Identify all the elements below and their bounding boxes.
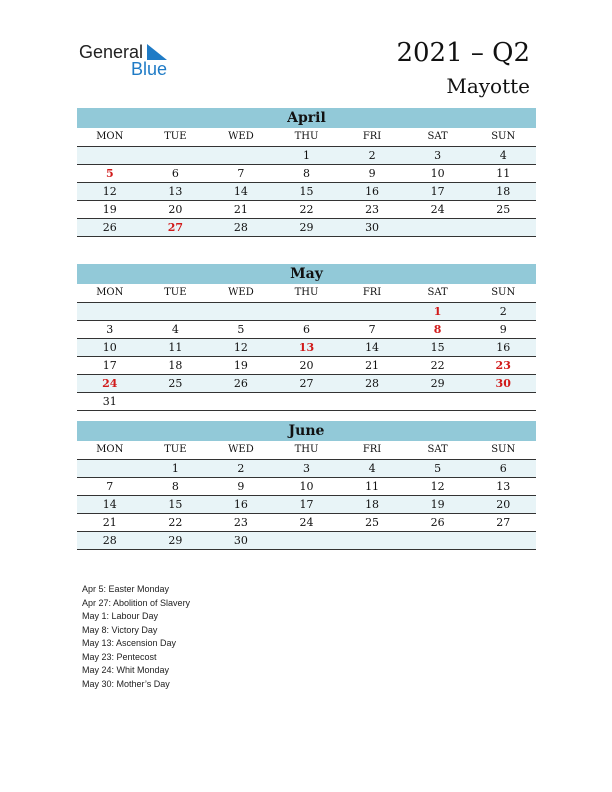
day-cell: 25 [365, 516, 380, 529]
day-cell: 17 [299, 498, 314, 511]
weekday-header-row [77, 441, 536, 460]
day-cell: 5 [105, 167, 114, 180]
day-cell: 23 [233, 516, 248, 529]
day-cell: 15 [430, 341, 445, 354]
week-row [77, 321, 536, 339]
week-row [77, 393, 536, 411]
day-cell: 7 [237, 167, 245, 180]
day-cell: 1 [171, 462, 179, 475]
day-cell: 26 [430, 516, 445, 529]
weekday-label: SUN [491, 444, 516, 455]
day-cell: 4 [499, 149, 507, 162]
day-cell: 1 [433, 305, 442, 318]
day-cell: 16 [233, 498, 248, 511]
day-cell: 24 [102, 377, 118, 390]
day-cell: 2 [237, 462, 245, 475]
day-cell: 10 [102, 341, 117, 354]
day-cell: 9 [237, 480, 245, 493]
weekday-label: THU [294, 131, 319, 142]
day-cell: 19 [430, 498, 445, 511]
logo-general-text: General [79, 42, 144, 62]
day-cell: 1 [302, 149, 310, 162]
week-row [77, 375, 536, 393]
day-cell: 27 [167, 221, 183, 234]
day-cell: 31 [102, 395, 117, 408]
day-cell: 18 [496, 185, 511, 198]
holiday-note: Apr 5: Easter Monday [82, 584, 170, 594]
day-cell: 4 [368, 462, 376, 475]
day-cell: 21 [365, 359, 380, 372]
day-cell [143, 147, 209, 164]
day-cell: 11 [365, 480, 380, 493]
day-cell: 25 [168, 377, 183, 390]
day-cell: 10 [430, 167, 445, 180]
day-cell: 13 [496, 480, 511, 493]
weekday-label: SUN [491, 287, 516, 298]
day-cell: 2 [499, 305, 507, 318]
day-cell: 11 [168, 341, 183, 354]
day-cell: 22 [299, 203, 314, 216]
day-cell: 7 [368, 323, 376, 336]
month-april [77, 108, 536, 237]
day-cell: 18 [168, 359, 183, 372]
day-cell: 29 [430, 377, 445, 390]
month-header: April [77, 108, 536, 128]
week-row [77, 147, 536, 165]
day-cell: 6 [302, 323, 310, 336]
day-cell: 5 [237, 323, 245, 336]
week-row [77, 339, 536, 357]
day-cell: 25 [496, 203, 511, 216]
day-cell: 2 [368, 149, 376, 162]
week-row [77, 165, 536, 183]
month-june [77, 421, 536, 550]
day-cell: 8 [171, 480, 179, 493]
day-cell: 3 [302, 462, 310, 475]
day-cell: 14 [102, 498, 117, 511]
day-cell [470, 393, 536, 410]
day-cell: 17 [430, 185, 445, 198]
day-cell: 8 [302, 167, 310, 180]
holiday-notes [82, 583, 190, 691]
day-cell [405, 532, 471, 549]
day-cell: 28 [102, 534, 117, 547]
month-header: May [77, 264, 536, 284]
day-cell [470, 532, 536, 549]
weekday-header-row [77, 128, 536, 147]
day-cell: 15 [168, 498, 183, 511]
day-cell: 12 [102, 185, 117, 198]
day-cell [274, 393, 340, 410]
holiday-note: May 30: Mother’s Day [82, 678, 170, 689]
day-cell: 12 [233, 341, 248, 354]
day-cell: 21 [102, 516, 117, 529]
day-cell: 14 [365, 341, 380, 354]
week-row [77, 478, 536, 496]
day-cell: 21 [233, 203, 248, 216]
day-cell: 12 [430, 480, 445, 493]
day-cell [208, 393, 274, 410]
month-may [77, 264, 536, 411]
weekday-label: WED [228, 131, 254, 142]
day-cell [405, 393, 471, 410]
day-cell [339, 532, 405, 549]
day-cell [339, 303, 405, 320]
day-cell: 14 [233, 185, 248, 198]
holiday-note: Apr 27: Abolition of Slavery [82, 597, 191, 608]
day-cell: 3 [106, 323, 114, 336]
week-row [77, 357, 536, 375]
weekday-label: FRI [362, 444, 382, 455]
day-cell [77, 147, 143, 164]
weekday-label: FRI [362, 287, 382, 298]
week-row [77, 303, 536, 321]
logo-blue-text: Blue [131, 59, 168, 79]
day-cell: 30 [233, 534, 248, 547]
day-cell: 22 [168, 516, 183, 529]
day-cell: 10 [299, 480, 314, 493]
day-cell: 22 [430, 359, 445, 372]
weekday-label: TUE [164, 287, 187, 298]
day-cell: 16 [496, 341, 511, 354]
month-header: June [77, 421, 536, 441]
week-row [77, 201, 536, 219]
day-cell: 24 [299, 516, 314, 529]
day-cell [143, 303, 209, 320]
holiday-note: May 8: Victory Day [82, 624, 158, 635]
weekday-label: WED [228, 444, 254, 455]
week-row [77, 514, 536, 532]
day-cell: 20 [496, 498, 511, 511]
day-cell: 17 [102, 359, 117, 372]
page-title: 2021 – Q2 [396, 38, 530, 68]
day-cell: 16 [365, 185, 380, 198]
weekday-label: WED [228, 287, 254, 298]
logo-triangle-icon [147, 44, 167, 60]
weekday-label: SUN [491, 131, 516, 142]
day-cell: 29 [299, 221, 314, 234]
week-row [77, 219, 536, 237]
weekday-label: THU [294, 287, 319, 298]
week-row [77, 183, 536, 201]
weekday-label: TUE [164, 444, 187, 455]
day-cell [470, 219, 536, 236]
weekday-label: THU [294, 444, 319, 455]
day-cell: 18 [365, 498, 380, 511]
day-cell: 19 [233, 359, 248, 372]
day-cell: 9 [499, 323, 507, 336]
week-row [77, 532, 536, 550]
day-cell: 13 [168, 185, 183, 198]
day-cell [405, 219, 471, 236]
weekday-label: SAT [427, 444, 448, 455]
day-cell [143, 393, 209, 410]
day-cell: 5 [434, 462, 442, 475]
weekday-label: MON [96, 444, 124, 455]
day-cell [339, 393, 405, 410]
day-cell [274, 303, 340, 320]
day-cell: 28 [233, 221, 248, 234]
weekday-label: SAT [427, 131, 448, 142]
day-cell: 26 [233, 377, 248, 390]
week-row [77, 460, 536, 478]
week-row [77, 496, 536, 514]
day-cell [208, 303, 274, 320]
weekday-label: FRI [362, 131, 382, 142]
weekday-header-row [77, 284, 536, 303]
day-cell: 27 [299, 377, 314, 390]
day-cell: 4 [171, 323, 179, 336]
logo [79, 40, 189, 80]
day-cell: 26 [102, 221, 117, 234]
day-cell: 30 [495, 377, 511, 390]
day-cell: 11 [496, 167, 511, 180]
weekday-label: MON [96, 287, 124, 298]
day-cell: 6 [171, 167, 179, 180]
day-cell [77, 460, 143, 477]
day-cell: 28 [365, 377, 380, 390]
day-cell: 27 [496, 516, 511, 529]
day-cell: 24 [430, 203, 445, 216]
day-cell: 15 [299, 185, 314, 198]
holiday-note: May 24: Whit Monday [82, 665, 170, 675]
day-cell: 7 [106, 480, 114, 493]
day-cell: 19 [102, 203, 117, 216]
day-cell: 6 [499, 462, 507, 475]
holiday-note: May 13: Ascension Day [82, 638, 177, 648]
day-cell: 13 [298, 341, 315, 354]
holiday-note: May 23: Pentecost [82, 651, 157, 662]
day-cell: 8 [433, 323, 442, 336]
day-cell: 20 [299, 359, 314, 372]
weekday-label: TUE [164, 131, 187, 142]
page-subtitle: Mayotte [446, 74, 530, 98]
day-cell: 3 [434, 149, 442, 162]
holiday-note: May 1: Labour Day [82, 611, 159, 621]
day-cell: 20 [168, 203, 183, 216]
day-cell [77, 303, 143, 320]
day-cell: 29 [168, 534, 183, 547]
weekday-label: SAT [427, 287, 448, 298]
day-cell [274, 532, 340, 549]
day-cell: 23 [365, 203, 380, 216]
weekday-label: MON [96, 131, 124, 142]
day-cell: 30 [365, 221, 380, 234]
day-cell [208, 147, 274, 164]
day-cell: 9 [368, 167, 376, 180]
day-cell: 23 [495, 359, 511, 372]
